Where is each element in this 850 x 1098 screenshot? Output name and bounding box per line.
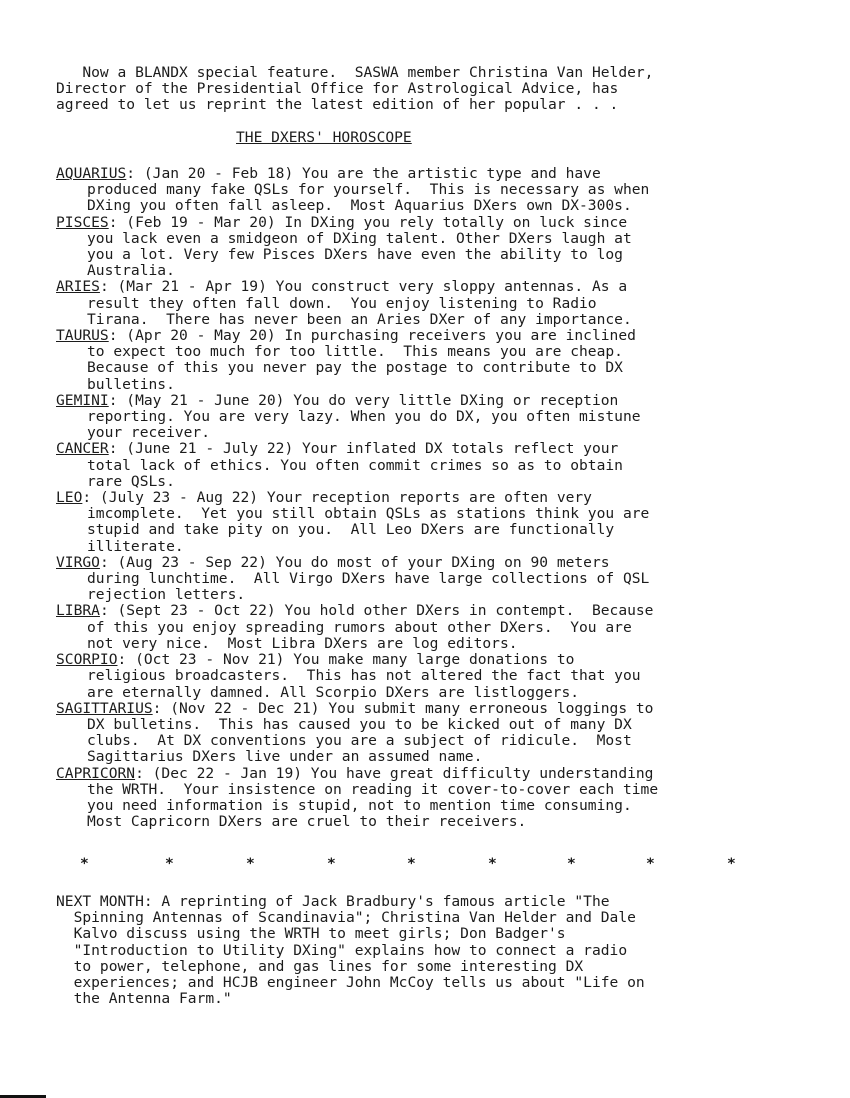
sign-text: to expect too much for too little. This means you are cheap. [87,343,623,361]
sign-name: TAURUS [56,327,109,345]
sign-entry-cancer [56,441,776,490]
sign-text: bulletins. [87,375,175,393]
sign-text: are eternally damned. All Scorpio DXers are listloggers. [87,683,580,701]
sign-entry-leo [56,490,776,555]
sign-entry-gemini [56,393,776,442]
sign-text: : (May 21 - June 20) You do very little DXing or reception [108,391,619,409]
divider-star: * [80,855,89,872]
sign-name: SCORPIO [56,651,118,669]
sign-text: : (Oct 23 - Nov 21) You make many large donations to [117,651,575,669]
sign-entry-scorpio [56,652,776,701]
sign-entry-capricorn [56,766,776,831]
divider-star: * [165,855,174,872]
sign-text: produced many fake QSLs for yourself. This is necessary as when [87,181,650,199]
divider-star: * [646,855,655,872]
sign-entry-libra [56,603,776,652]
sign-text: clubs. At DX conventions you are a subject of ridicule. Most [87,732,632,750]
sign-text: your receiver. [87,424,211,442]
sign-text: : (Feb 19 - Mar 20) In DXing you rely totally on luck since [108,213,628,231]
horoscope-title: THE DXERS' HOROSCOPE [236,129,412,146]
sign-text: Most Capricorn DXers are cruel to their receivers. [87,813,527,831]
sign-name: VIRGO [56,553,100,571]
sign-entry-aries [56,279,776,328]
next-month-line: the Antenna Farm." [56,990,232,1008]
intro-paragraph [56,65,756,114]
horoscope-list [56,166,776,830]
sign-text: : (Mar 21 - Apr 19) You construct very sloppy antennas. As a [99,278,628,296]
sign-name: CAPRICORN [56,764,136,782]
sign-text: Tirana. There has never been an Aries DXer of any importance. [87,310,632,328]
divider-star: * [488,855,497,872]
star-divider [80,856,760,876]
sign-text: total lack of ethics. You often commit crimes so as to obtain [87,456,623,474]
next-month-line: "Introduction to Utility DXing" explains how to connect a radio [56,941,628,959]
sign-name: GEMINI [56,391,109,409]
sign-name: SAGITTARIUS [56,699,153,717]
divider-star: * [727,855,736,872]
sign-text: Sagittarius DXers live under an assumed name. [87,748,483,766]
sign-text: imcomplete. Yet you still obtain QSLs as stations think you are [87,505,650,523]
sign-entry-pisces [56,215,776,280]
sign-text: rare QSLs. [87,472,175,490]
sign-text: stupid and take pity on you. All Leo DXers are functionally [87,521,615,539]
sign-name: LEO [56,489,83,507]
sign-entry-virgo [56,555,776,604]
sign-text: : (Jan 20 - Feb 18) You are the artistic type and have [126,165,601,182]
sign-entry-taurus [56,328,776,393]
sign-name: CANCER [56,440,109,458]
sign-text: : (Dec 22 - Jan 19) You have great difficulty understanding [135,764,654,782]
sign-text: result they often fall down. You enjoy listening to Radio [87,294,597,312]
sign-text: the WRTH. Your insistence on reading it cover-to-cover each time [87,780,659,798]
divider-star: * [246,855,255,872]
next-month-line: to power, telephone, and gas lines for some interesting DX [56,957,584,975]
next-month-line: NEXT MONTH: A reprinting of Jack Bradbury's famous article "The [56,893,610,910]
sign-text: : (Apr 20 - May 20) In purchasing receivers you are inclined [108,327,636,345]
sign-text: DX bulletins. This has caused you to be kicked out of many DX [87,715,632,733]
sign-text: : (Sept 23 - Oct 22) You hold other DXers in contempt. Because [99,602,654,620]
sign-name: AQUARIUS [56,165,127,182]
intro-line: agreed to let us reprint the latest edition of her popular . . . [56,96,619,114]
sign-text: reporting. You are very lazy. When you do DX, you often mistune [87,408,641,426]
sign-text: Because of this you never pay the postage to contribute to DX [87,359,623,377]
divider-star: * [407,855,416,872]
next-month-paragraph [56,894,786,1007]
sign-name: LIBRA [56,602,100,620]
divider-star: * [567,855,576,872]
next-month-line: experiences; and HCJB engineer John McCoy tells us about "Life on [56,974,645,992]
sign-text: you need information is stupid, not to mention time consuming. [87,796,632,814]
sign-entry-sagittarius [56,701,776,766]
sign-name: ARIES [56,278,100,296]
sign-text: of this you enjoy spreading rumors about other DXers. You are [87,618,632,636]
sign-text: religious broadcasters. This has not altered the fact that you [87,667,641,685]
intro-line: Now a BLANDX special feature. SASWA member Christina Van Helder, [56,64,654,81]
sign-text: you a lot. Very few Pisces DXers have even the ability to log [87,246,623,264]
sign-text: not very nice. Most Libra DXers are log editors. [87,634,518,652]
sign-entry-aquarius [56,166,776,215]
sign-text: DXing you often fall asleep. Most Aquarius DXers own DX-300s. [87,197,632,215]
sign-text: Australia. [87,262,175,280]
sign-text: you lack even a smidgeon of DXing talent. Other DXers laugh at [87,229,632,247]
sign-text: during lunchtime. All Virgo DXers have large collections of QSL [87,570,650,588]
sign-text: : (July 23 - Aug 22) Your reception reports are often very [82,489,592,507]
next-month-line: Kalvo discuss using the WRTH to meet girls; Don Badger's [56,925,566,943]
sign-text: illiterate. [87,537,184,555]
next-month-line: Spinning Antennas of Scandinavia"; Christina Van Helder and Dale [56,909,636,927]
divider-star: * [327,855,336,872]
sign-name: PISCES [56,213,109,231]
sign-text: rejection letters. [87,586,246,604]
intro-line: Director of the Presidential Office for Astrological Advice, has [56,80,619,98]
sign-text: : (Nov 22 - Dec 21) You submit many erroneous loggings to [152,699,654,717]
sign-text: : (Aug 23 - Sep 22) You do most of your DXing on 90 meters [99,553,610,571]
sign-text: : (June 21 - July 22) Your inflated DX totals reflect your [108,440,619,458]
